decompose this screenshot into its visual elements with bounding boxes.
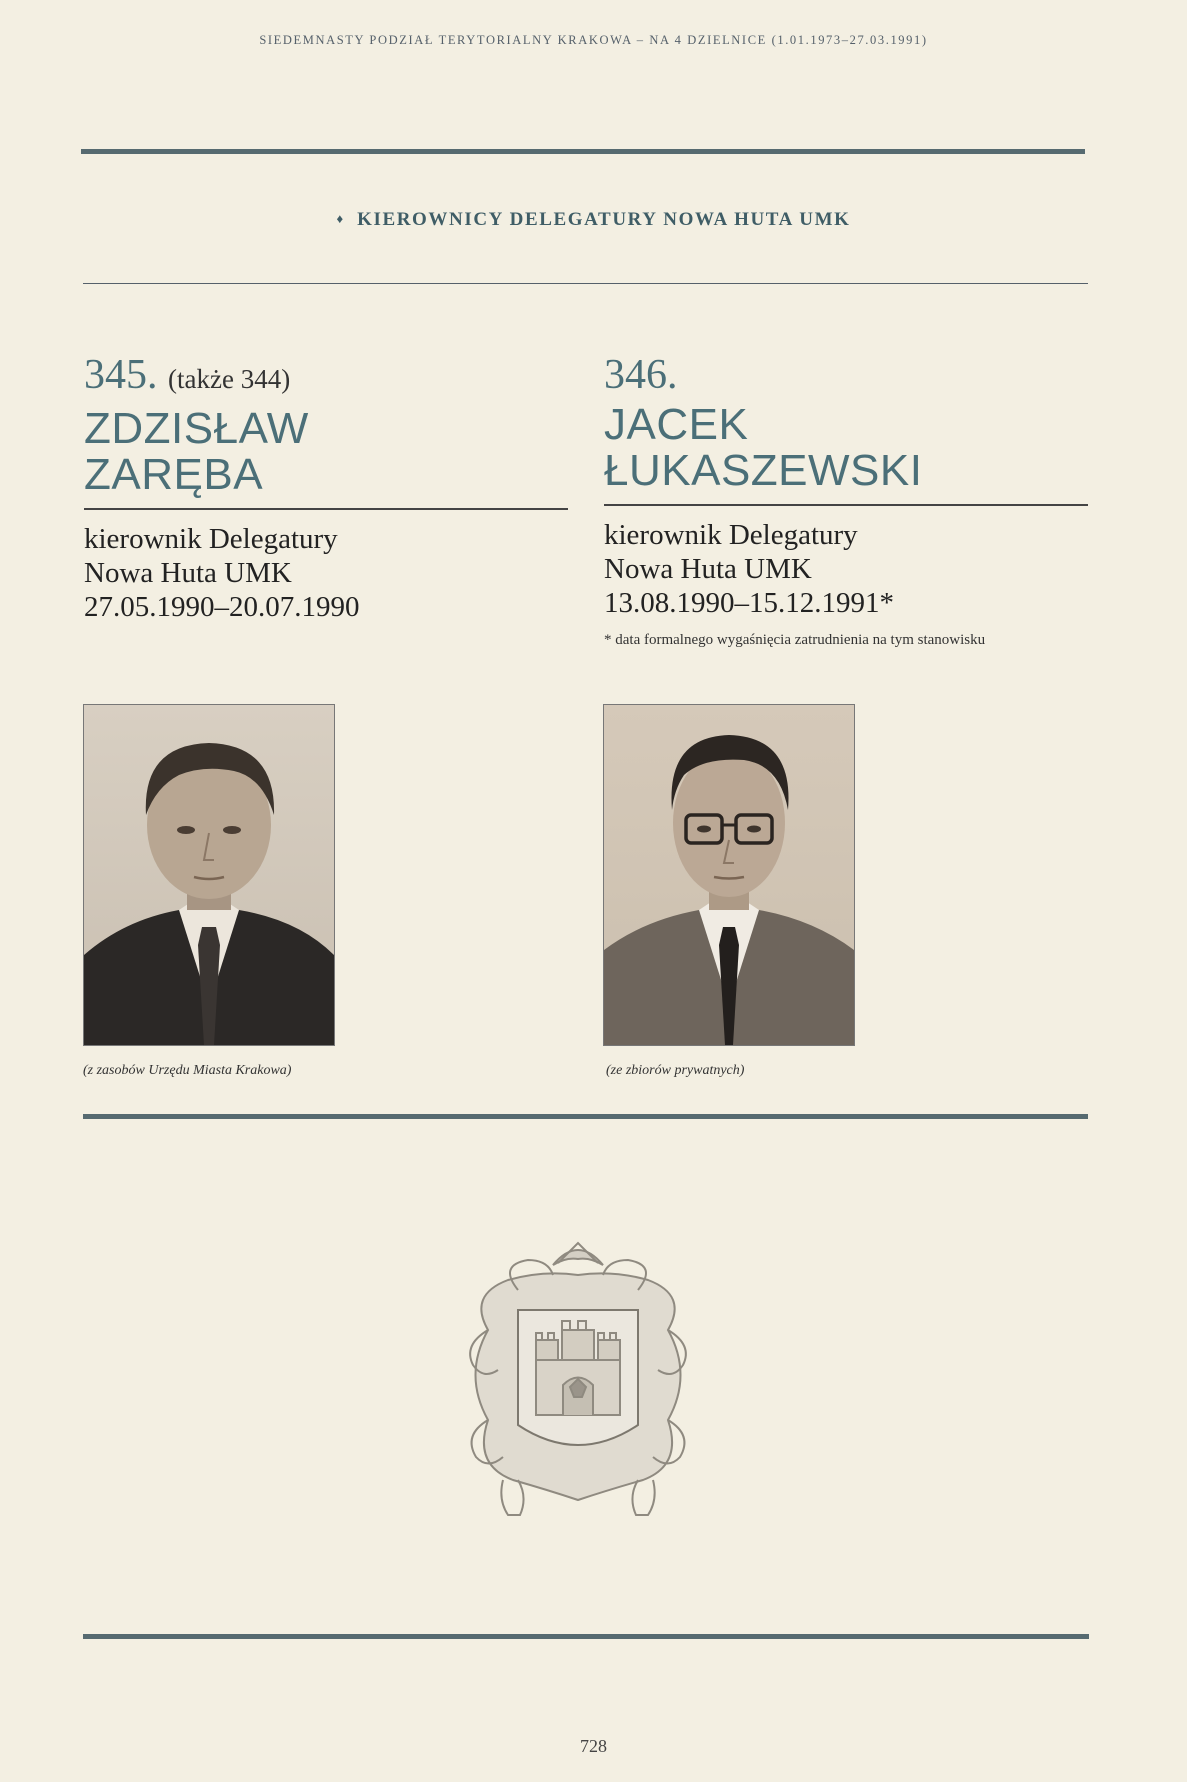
- portrait-photo-zareba: [83, 704, 335, 1046]
- role-unit: Nowa Huta UMK: [604, 552, 812, 585]
- photo-caption: (ze zbiorów prywatnych): [606, 1063, 745, 1078]
- bottom-thick-rule: [83, 1634, 1089, 1639]
- role-dates: 27.05.1990–20.07.1990: [84, 590, 360, 623]
- top-thick-rule: [81, 149, 1085, 154]
- entry-role: [84, 522, 568, 624]
- footnote: * data formalnego wygaśnięcia zatrudnienia na tym stanowisku: [604, 631, 986, 648]
- entry-345: [84, 354, 568, 624]
- diamond-icon: ♦: [336, 211, 345, 226]
- entry-number: 345.: [84, 352, 158, 398]
- section-divider: [83, 283, 1088, 284]
- entry-name: [84, 406, 568, 498]
- krakow-coat-of-arms-icon: [458, 1235, 698, 1530]
- entry-name: [604, 402, 1088, 494]
- role-dates: 13.08.1990–15.12.1991*: [604, 586, 894, 619]
- section-title-text: KIEROWNICY DELEGATURY NOWA HUTA UMK: [357, 209, 851, 230]
- last-name: ZARĘBA: [84, 450, 264, 499]
- entry-also-reference: (także 344): [168, 364, 291, 394]
- last-name: ŁUKASZEWSKI: [604, 446, 923, 495]
- entry-346: [604, 354, 1088, 649]
- photo-caption: (z zasobów Urzędu Miasta Krakowa): [83, 1063, 292, 1078]
- entry-number-row: [604, 354, 1088, 396]
- mid-thick-rule: [83, 1114, 1088, 1119]
- portrait-image: [604, 705, 854, 1045]
- entry-role: [604, 518, 1088, 620]
- entry-rule: [604, 504, 1088, 506]
- page-number: 728: [580, 1736, 607, 1756]
- section-title: [0, 209, 1187, 231]
- role-unit: Nowa Huta UMK: [84, 556, 292, 589]
- role-title: kierownik Delegatury: [604, 518, 858, 551]
- coat-of-arms-drawing: [458, 1235, 698, 1525]
- running-head: SIEDEMNASTY PODZIAŁ TERYTORIALNY KRAKOWA – NA 4 DZIELNICE (1.01.1973–27.03.1991): [259, 33, 928, 47]
- first-name: ZDZISŁAW: [84, 404, 309, 453]
- portrait-image: [84, 705, 334, 1045]
- entry-number-row: [84, 354, 568, 400]
- role-title: kierownik Delegatury: [84, 522, 338, 555]
- portrait-photo-lukaszewski: [603, 704, 855, 1046]
- first-name: JACEK: [604, 400, 749, 449]
- entry-rule: [84, 508, 568, 510]
- entry-number: 346.: [604, 352, 678, 398]
